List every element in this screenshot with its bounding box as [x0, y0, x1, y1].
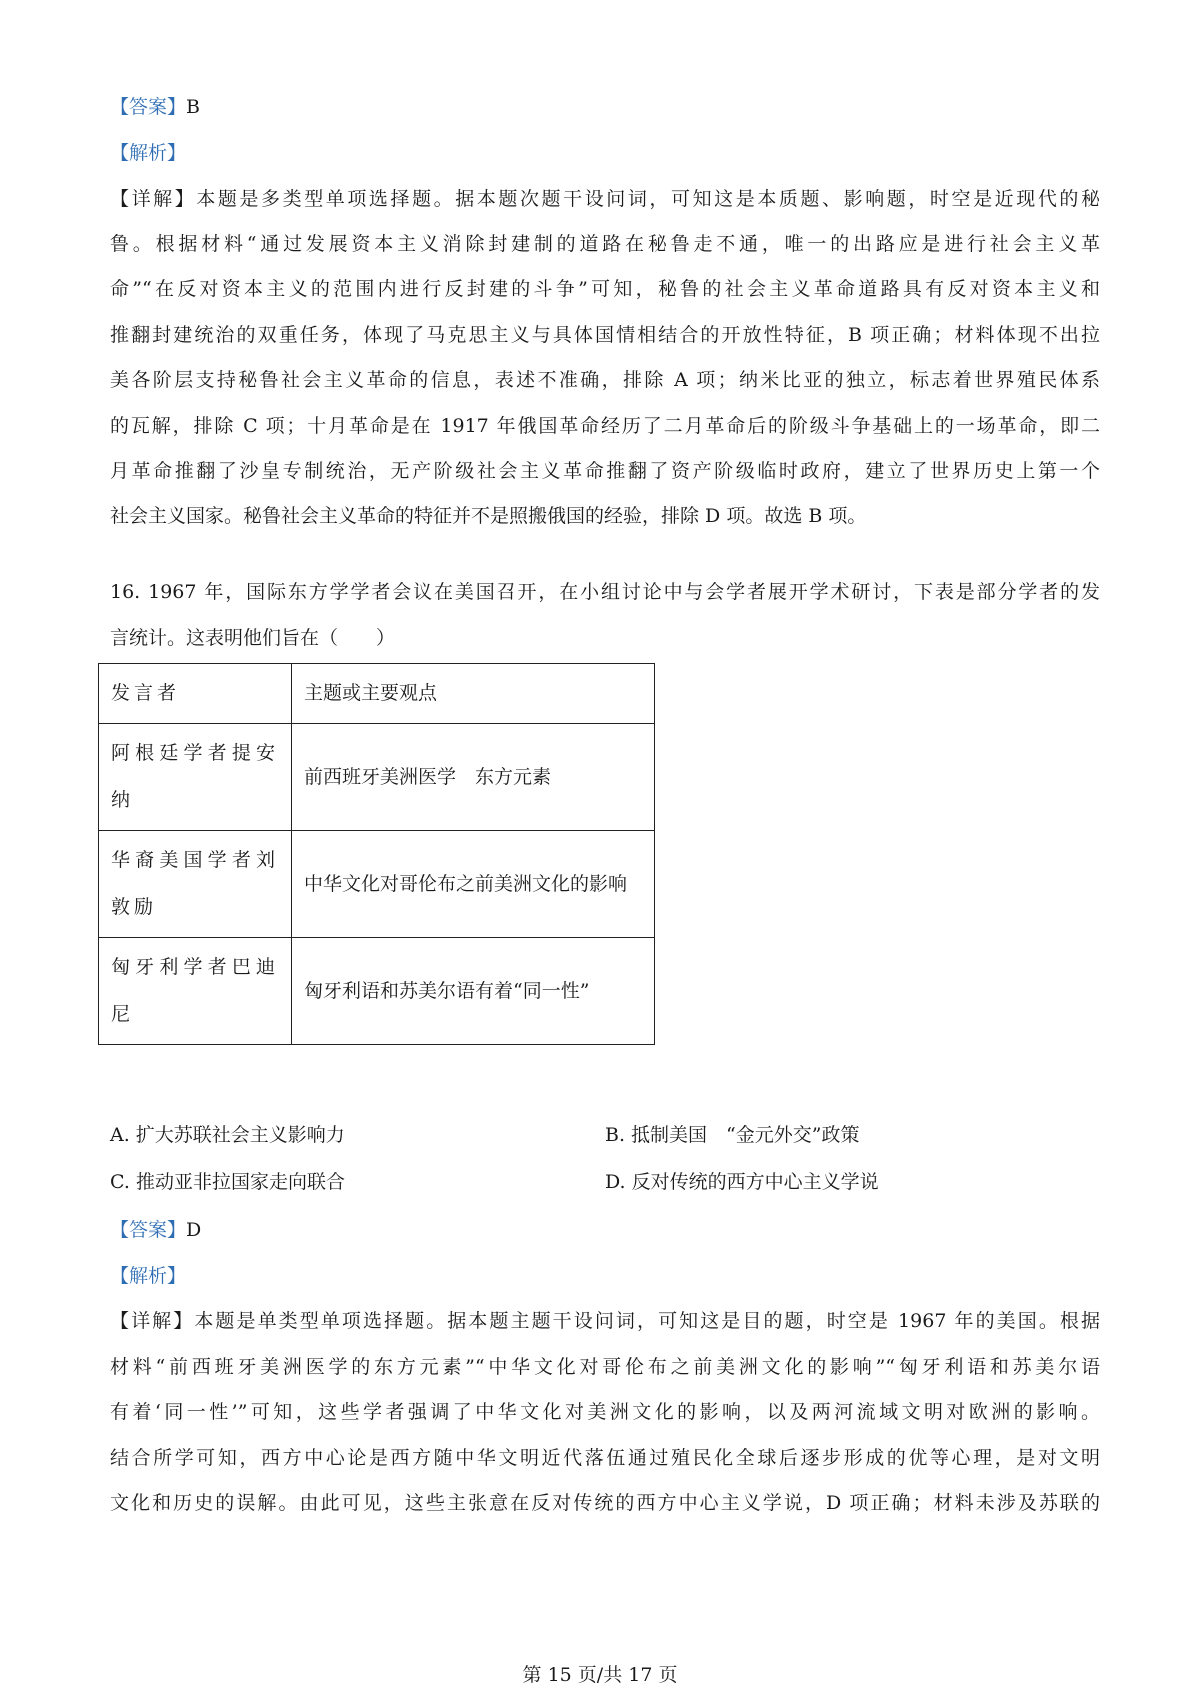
- option-d: D. 反对传统的西方中心主义学说: [605, 1171, 879, 1193]
- table-row: [99, 831, 655, 938]
- table-cell-topic: 前西班牙美洲医学 东方元素: [292, 724, 655, 831]
- q16-detail-line-4: 结合所学可知，西方中心论是西方随中华文明近代落伍通过殖民化全球后逐步形成的优等心理，是对文明: [110, 1447, 1100, 1469]
- table-cell-speaker: 阿根廷学者提安纳: [99, 724, 292, 831]
- table-header-cell: 发言者: [99, 664, 292, 724]
- q15-detail-line-3: 命”“在反对资本主义的范围内进行反封建的斗争”可知，秘鲁的社会主义革命道路具有反对资本主义和: [110, 278, 1100, 300]
- table-header-row: [99, 664, 655, 724]
- answer-tag: 【答案】: [110, 1219, 187, 1241]
- q15-detail-line-4: 推翻封建统治的双重任务，体现了马克思主义与具体国情相结合的开放性特征，B 项正确；材料体现不出拉: [110, 324, 1100, 346]
- table-cell-speaker: 匈牙利学者巴迪尼: [99, 938, 292, 1045]
- q16-detail-line-3: 有着‘同一性’”可知，这些学者强调了中华文化对美洲文化的影响，以及两河流域文明对欧洲的影响。: [110, 1401, 1100, 1423]
- option-c: C. 推动亚非拉国家走向联合: [110, 1171, 345, 1193]
- q16-detail-line-1: 【详解】本题是单类型单项选择题。据本题主题干设问词，可知这是目的题，时空是 1967 年的美国。根据: [110, 1310, 1100, 1332]
- speaker-table: [98, 663, 655, 1045]
- answer-value: B: [186, 96, 200, 118]
- analysis-tag: 【解析】: [110, 1265, 187, 1287]
- q16-stem-line-1: 16. 1967 年，国际东方学学者会议在美国召开，在小组讨论中与会学者展开学术研讨，下表是部分学者的发: [110, 581, 1100, 603]
- answer-tag: 【答案】: [110, 96, 187, 118]
- q15-detail-line-5: 美各阶层支持秘鲁社会主义革命的信息，表述不准确，排除 A 项；纳米比亚的独立，标志着世界殖民体系: [110, 369, 1100, 391]
- q16-answer-line: [110, 1218, 201, 1242]
- q15-detail-line-1: 【详解】本题是多类型单项选择题。据本题次题干设问词，可知这是本质题、影响题，时空是近现代的秘: [110, 188, 1100, 210]
- table-row: [99, 938, 655, 1045]
- option-a: A. 扩大苏联社会主义影响力: [110, 1124, 345, 1146]
- q16-stem-line-2: 言统计。这表明他们旨在（ ）: [110, 627, 396, 649]
- answer-value: D: [186, 1219, 202, 1241]
- q15-detail-line-6: 的瓦解，排除 C 项；十月革命是在 1917 年俄国革命经历了二月革命后的阶级斗争基础上的一场革命，即二: [110, 415, 1100, 437]
- table-cell-topic: 匈牙利语和苏美尔语有着“同一性”: [292, 938, 655, 1045]
- q15-detail-line-2: 鲁。根据材料“通过发展资本主义消除封建制的道路在秘鲁走不通，唯一的出路应是进行社会主义革: [110, 233, 1100, 255]
- q16-detail-line-5: 文化和历史的误解。由此可见，这些主张意在反对传统的西方中心主义学说，D 项正确；材料未涉及苏联的: [110, 1492, 1100, 1514]
- q15-detail-line-8: 社会主义国家。秘鲁社会主义革命的特征并不是照搬俄国的经验，排除 D 项。故选 B 项。: [110, 505, 867, 527]
- option-b: B. 抵制美国 “金元外交”政策: [605, 1124, 860, 1146]
- q15-answer-line: [110, 95, 200, 119]
- page-footer: 第 15 页/共 17 页: [522, 1664, 678, 1686]
- analysis-tag: 【解析】: [110, 142, 187, 164]
- detail-tag: 【详解】: [110, 188, 197, 210]
- table-cell-topic: 中华文化对哥伦布之前美洲文化的影响: [292, 831, 655, 938]
- table-header-cell: 主题或主要观点: [292, 664, 655, 724]
- table-row: [99, 724, 655, 831]
- q15-detail-line-7: 月革命推翻了沙皇专制统治，无产阶级社会主义革命推翻了资产阶级临时政府，建立了世界历史上第一个: [110, 460, 1100, 482]
- table-cell-speaker: 华裔美国学者刘敦励: [99, 831, 292, 938]
- q16-detail-line-2: 材料“前西班牙美洲医学的东方元素”“中华文化对哥伦布之前美洲文化的影响”“匈牙利语和苏美尔语: [110, 1356, 1100, 1378]
- detail-tag: 【详解】: [110, 1310, 195, 1332]
